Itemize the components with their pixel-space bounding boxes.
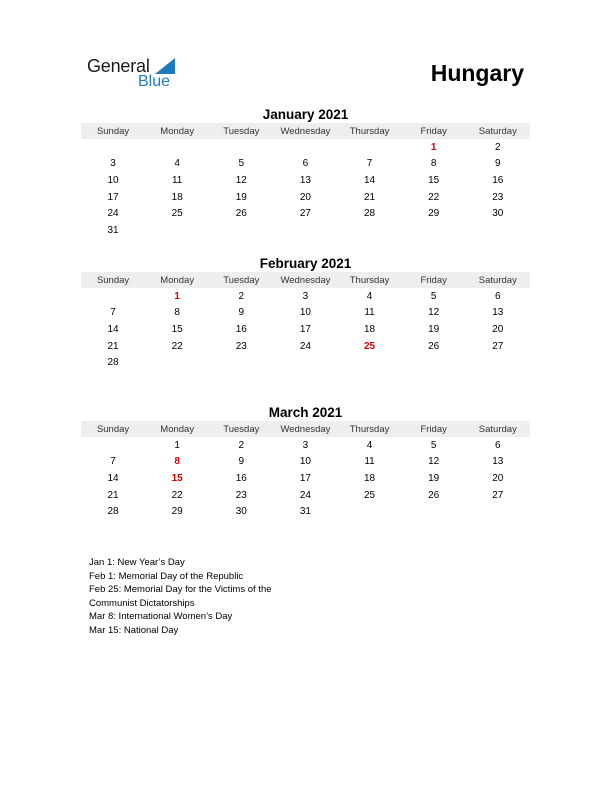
day-cell: 29 [428, 208, 440, 220]
day-cell: 26 [428, 489, 440, 501]
day-cell: 17 [107, 191, 119, 203]
day-cell: 13 [299, 174, 311, 186]
day-cell: 10 [299, 456, 311, 468]
day-cell: 14 [107, 472, 119, 484]
month-title: January 2021 [262, 107, 349, 122]
day-cell: 14 [107, 323, 119, 335]
day-cell: 28 [107, 506, 119, 518]
weekday-label: Monday [160, 274, 195, 286]
day-cell: 12 [428, 307, 440, 319]
day-cell: 28 [107, 357, 119, 369]
weekday-label: Wednesday [280, 423, 331, 435]
day-cell: 2 [238, 439, 245, 451]
day-cell: 31 [299, 506, 311, 518]
day-cell: 9 [495, 158, 501, 170]
holiday-note: Feb 25: Memorial Day for the Victims of the Communist Dictatorships [89, 584, 272, 609]
holiday-notes [89, 556, 309, 638]
day-cell: 11 [364, 307, 375, 319]
weekday-label: Wednesday [280, 274, 331, 286]
week-row [81, 205, 530, 222]
day-cell: 15 [171, 323, 183, 335]
week-row [81, 288, 530, 305]
week-row [81, 172, 530, 189]
week-row [81, 222, 530, 239]
holiday-note: Jan 1: New Year’s Day [89, 557, 185, 568]
day-cell: 14 [364, 174, 376, 186]
day-cell: 16 [235, 472, 247, 484]
day-cell: 27 [299, 208, 311, 220]
day-cell: 1 [174, 290, 180, 302]
day-cell: 19 [428, 323, 440, 335]
day-cell: 21 [107, 340, 119, 352]
month-march [81, 405, 530, 520]
day-cell: 24 [107, 208, 119, 220]
weekday-label: Friday [420, 274, 447, 286]
week-row [81, 503, 530, 520]
day-cell: 3 [110, 158, 116, 170]
day-cell: 3 [302, 439, 309, 451]
weekday-label: Tuesday [223, 125, 260, 137]
day-cell: 25 [364, 340, 376, 352]
weekday-label: Tuesday [223, 274, 260, 286]
logo-blue-text: Blue [138, 73, 171, 90]
day-cell: 20 [492, 323, 504, 335]
day-cell: 12 [235, 174, 247, 186]
generalblue-logo [87, 56, 187, 92]
day-cell: 5 [238, 158, 245, 170]
day-cell: 11 [364, 456, 375, 468]
day-cell: 21 [107, 489, 119, 501]
day-cell: 7 [110, 307, 116, 319]
weekday-header [81, 421, 530, 437]
day-cell: 4 [174, 158, 180, 170]
week-row [81, 338, 530, 355]
holiday-note: Mar 8: International Women’s Day [89, 611, 233, 623]
weekday-header [81, 123, 530, 139]
weekday-label: Tuesday [223, 423, 260, 435]
day-cell: 4 [366, 439, 373, 451]
logo-triangle-icon [155, 58, 175, 74]
day-cell: 11 [171, 174, 183, 186]
day-cell: 31 [107, 224, 119, 236]
weekday-label: Monday [160, 125, 195, 137]
day-cell: 13 [492, 307, 504, 319]
day-cell: 5 [430, 439, 437, 451]
day-cell: 12 [428, 456, 440, 468]
weekday-header [81, 272, 530, 288]
day-cell: 20 [299, 191, 311, 203]
day-cell: 19 [235, 191, 247, 203]
weekday-label: Saturday [478, 125, 517, 137]
weekday-label: Sunday [96, 125, 130, 137]
weekday-label: Friday [420, 423, 447, 435]
day-cell: 23 [235, 340, 247, 352]
day-cell: 30 [492, 208, 504, 220]
day-cell: 20 [492, 472, 504, 484]
day-cell: 8 [174, 456, 180, 468]
day-cell: 8 [430, 158, 437, 170]
weekday-label: Thursday [349, 125, 390, 137]
day-cell: 2 [238, 290, 245, 302]
day-cell: 6 [302, 158, 309, 170]
month-title: February 2021 [259, 256, 352, 271]
weekday-label: Thursday [349, 274, 390, 286]
week-row [81, 156, 530, 173]
week-row [81, 354, 530, 371]
day-cell: 10 [299, 307, 311, 319]
day-cell: 28 [364, 208, 376, 220]
day-cell: 16 [235, 323, 247, 335]
day-cell: 6 [495, 290, 501, 302]
month-january [81, 107, 530, 239]
day-cell: 23 [235, 489, 247, 501]
month-february [81, 256, 530, 371]
day-cell: 10 [107, 174, 119, 186]
day-cell: 27 [492, 489, 504, 501]
weekday-label: Saturday [478, 274, 517, 286]
day-cell: 15 [428, 174, 440, 186]
day-cell: 7 [366, 158, 373, 170]
day-cell: 13 [492, 456, 504, 468]
day-cell: 24 [299, 340, 311, 352]
week-row [81, 487, 530, 504]
week-row [81, 454, 530, 471]
weekday-label: Monday [160, 423, 195, 435]
day-cell: 1 [430, 141, 437, 153]
day-cell: 9 [238, 456, 245, 468]
day-cell: 26 [235, 208, 247, 220]
day-cell: 27 [492, 340, 504, 352]
day-cell: 4 [366, 290, 373, 302]
day-cell: 2 [495, 141, 501, 153]
month-title: March 2021 [268, 405, 343, 420]
day-cell: 18 [364, 323, 376, 335]
day-cell: 17 [299, 323, 311, 335]
day-cell: 15 [171, 472, 183, 484]
day-cell: 24 [299, 489, 311, 501]
day-cell: 19 [428, 472, 440, 484]
day-cell: 8 [174, 307, 180, 319]
day-cell: 30 [235, 506, 247, 518]
weekday-label: Thursday [349, 423, 390, 435]
week-row [81, 321, 530, 338]
weekday-label: Sunday [96, 274, 130, 286]
day-cell: 7 [110, 456, 116, 468]
weekday-label: Wednesday [280, 125, 331, 137]
week-row [81, 470, 530, 487]
weekday-label: Saturday [478, 423, 517, 435]
holiday-note: Mar 15: National Day [89, 624, 179, 636]
day-cell: 25 [171, 208, 183, 220]
day-cell: 16 [492, 174, 504, 186]
day-cell: 25 [364, 489, 376, 501]
country-title: Hungary [430, 60, 524, 86]
logo-general-text: General [87, 56, 150, 76]
week-row [81, 437, 530, 454]
holiday-note: Feb 1: Memorial Day of the Republic [89, 570, 244, 582]
day-cell: 22 [171, 489, 183, 501]
day-cell: 26 [428, 340, 440, 352]
day-cell: 9 [238, 307, 245, 319]
day-cell: 21 [364, 191, 376, 203]
day-cell: 1 [174, 439, 180, 451]
week-row [81, 305, 530, 322]
day-cell: 6 [495, 439, 501, 451]
day-cell: 18 [364, 472, 376, 484]
day-cell: 5 [430, 290, 437, 302]
day-cell: 22 [171, 340, 183, 352]
day-cell: 17 [299, 472, 311, 484]
day-cell: 18 [171, 191, 183, 203]
week-row [81, 139, 530, 156]
day-cell: 23 [492, 191, 504, 203]
day-cell: 3 [302, 290, 309, 302]
weekday-label: Sunday [96, 423, 130, 435]
weekday-label: Friday [420, 125, 447, 137]
day-cell: 22 [428, 191, 440, 203]
week-row [81, 189, 530, 206]
day-cell: 29 [171, 506, 183, 518]
